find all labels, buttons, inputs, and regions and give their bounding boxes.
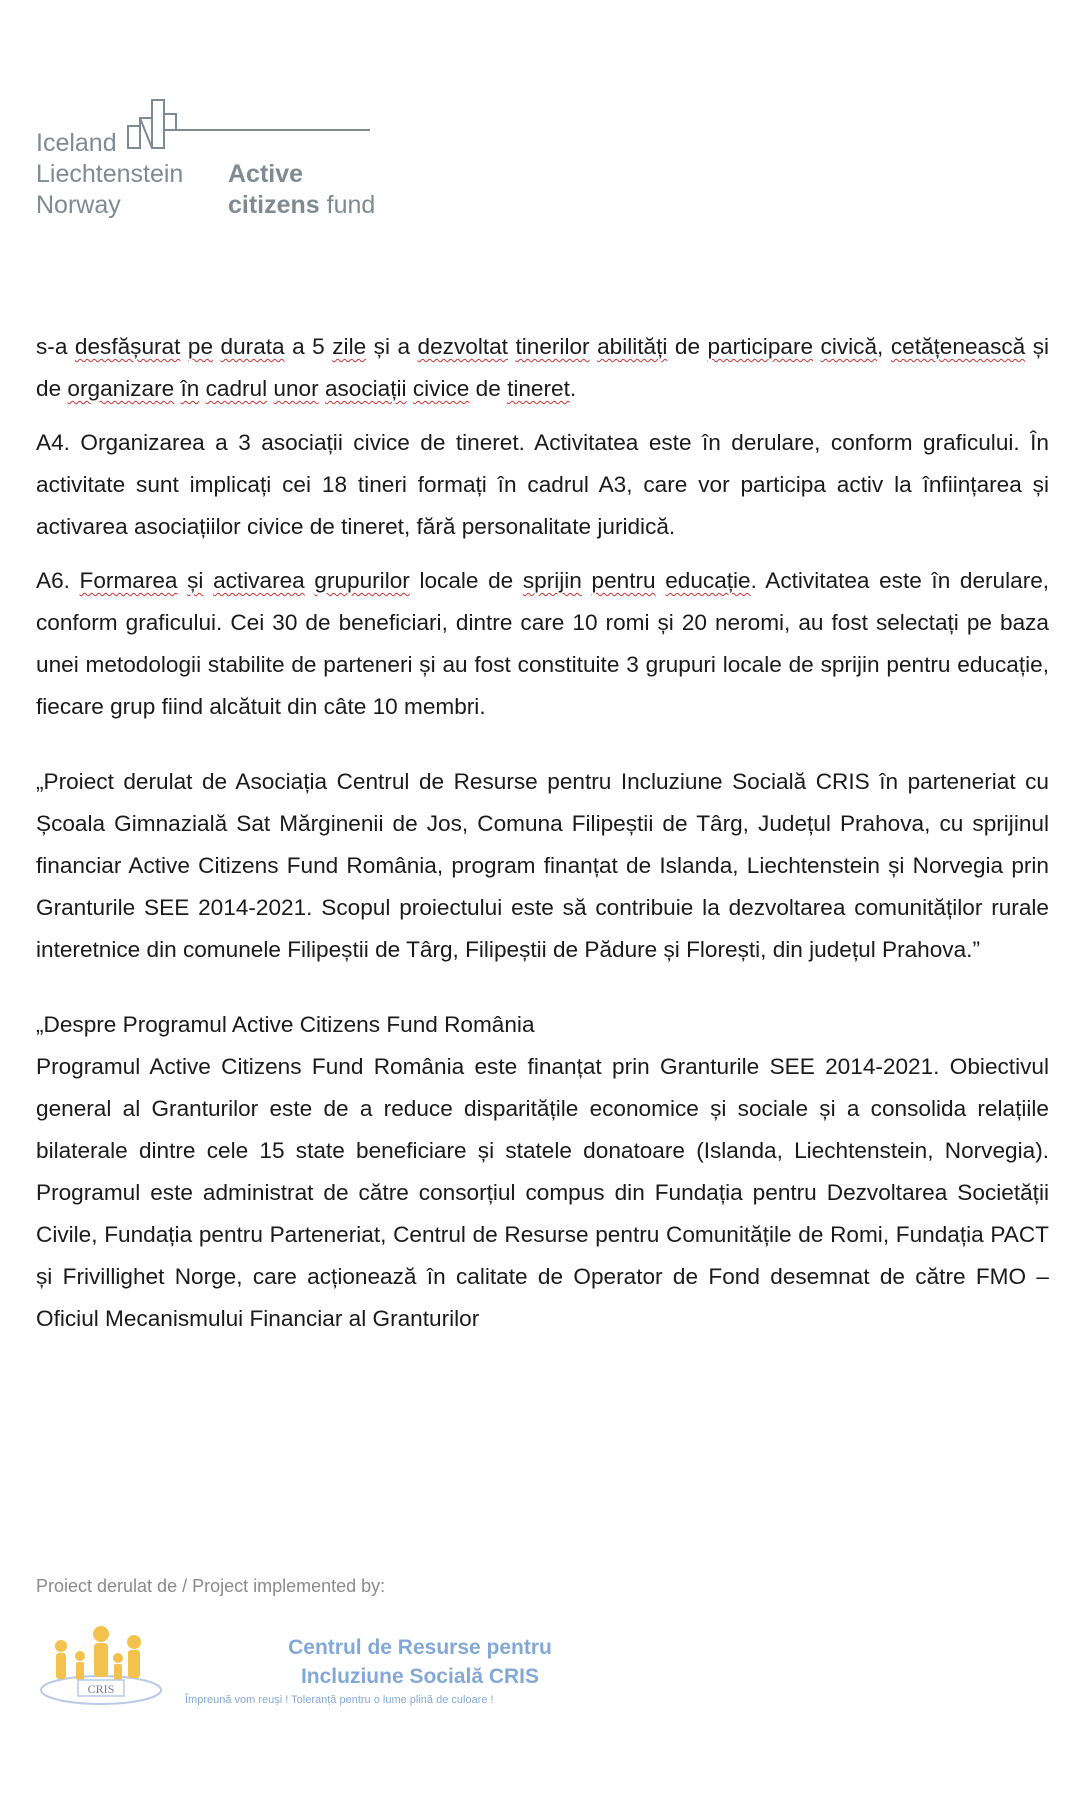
donor-countries: [36, 128, 183, 221]
about-program-title: „Despre Programul Active Citizens Fund România: [36, 1012, 535, 1037]
cris-badge-text: CRIS: [87, 1682, 115, 1696]
active-citizens-fund-logo: [36, 96, 386, 226]
cris-name-line-2: Incluziune Socială CRIS: [300, 1665, 540, 1688]
fund-line-1: Active: [228, 160, 304, 188]
cris-organization-name: [270, 1633, 570, 1691]
document-body: [36, 326, 1049, 1340]
cris-name-line-1: Centrul de Resurse pentru: [288, 1636, 552, 1659]
cris-logo-icon: [36, 1620, 166, 1710]
country-liechtenstein: Liechtenstein: [36, 160, 184, 188]
country-iceland: Iceland: [36, 129, 117, 157]
cris-tagline: Împreună vom reuși ! Toleranță pentru o lume plină de culoare !: [185, 1694, 494, 1706]
fund-word: fund: [326, 191, 376, 219]
fund-citizens: citizens: [228, 191, 320, 219]
country-norway: Norway: [36, 191, 121, 219]
paragraph-project-statement: „Proiect derulat de Asociația Centrul de Resurse pentru Incluziune Socială CRIS în parteneriat cu Școala Gimnazială Sat Mărginenii de Jos, Comuna Filipeștii de Târg, Județul Prahova, cu sprijinul financiar Active Citizens Fund România, program finanțat de Islanda, Liechtenstein și Norvegia prin Granturile SEE 2014-2021. Scopul proiectului este să contribuie la dezvoltarea comunităților rurale interetnice din comunele Filipeștii de Târg, Filipeștii de Pădure și Florești, din județul Prahova.”: [36, 769, 1049, 962]
about-program-body: Programul Active Citizens Fund România este finanțat prin Granturile SEE 2014-2021. Obiectivul general al Granturilor este de a reduce disparitățile economice și sociale și a consolida relațiile bilaterale dintre cele 15 state beneficiare și statele donatoare (Islanda, Liechtenstein, Norvegia). Programul este administrat de către consorțiul compus din Fundația pentru Dezvoltarea Societății Civile, Fundația pentru Parteneriat, Centrul de Resurse pentru Comunitățile de Romi, Fundația PACT și Frivillighet Norge, care acționează în calitate de Operator de Fond desemnat de către FMO – Oficiul Mecanismului Financiar al Granturilor: [36, 1054, 1049, 1331]
fund-line-2: [228, 190, 375, 221]
fund-name: [228, 159, 375, 221]
implemented-by-label: Proiect derulat de / Project implemented by:: [36, 1576, 386, 1596]
paragraph-a4: A4. Organizarea a 3 asociații civice de tineret. Activitatea este în derulare, conform graficului. În activitate sunt implicați cei 18 tineri formați în cadrul A3, care vor participa activ la înființarea și activarea asociațiilor civice de tineret, fără personalitate juridică.: [36, 430, 1049, 539]
paragraph-a6: A6. Formarea și activarea grupurilor locale de sprijin pentru educație. Activitatea este în derulare, conform graficului. Cei 30 de beneficiari, dintre care 10 romi și 20 neromi, au fost selectați pe baza unei metodologii stabilite de parteneri și au fost constituite 3 grupuri locale de sprijin pentru educație, fiecare grup fiind alcătuit din câte 10 membri.: [36, 568, 1050, 719]
paragraph-a3-continuation: s-a desfășurat pe durata a 5 zile și a dezvoltat tinerilor abilități de participare civică, cetățenească și de organizare în cadrul unor asociații civice de tineret.: [36, 334, 1050, 401]
